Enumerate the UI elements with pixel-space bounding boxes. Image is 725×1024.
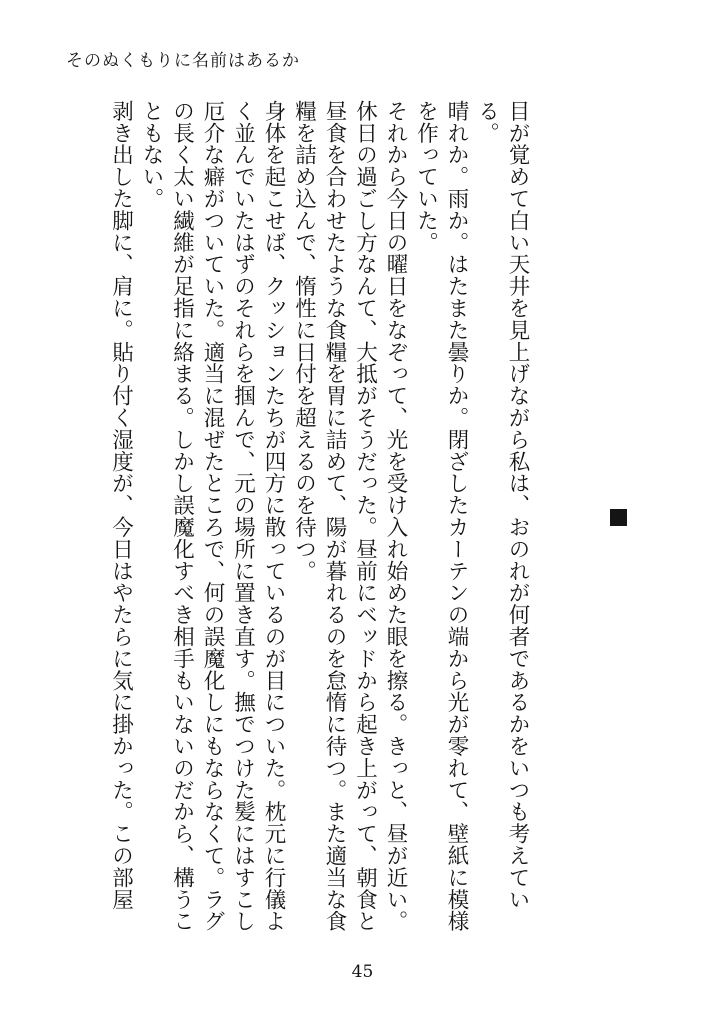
- paragraph: 剥き出した脚に、肩に。貼り付く湿度が、今日はやたらに気に掛かった。この部屋: [108, 100, 134, 911]
- running-title: そのぬくもりに名前はあるか: [66, 51, 300, 71]
- paragraph: それから今日の曜日をなぞって、光を受け入れ始めた眼を擦る。きっと、昼が近い。休日の過ごし方なんて、大抵がそうだった。昼前にベッドから起き上がって、朝食と昼食を合わせたような食糧を胃に詰めて、陽が暮れるのを怠惰に待つ。また適当な食糧を詰め込んで、惰性に日付を超えるのを待つ。: [291, 100, 408, 933]
- page-number: 45: [351, 962, 374, 982]
- section-marker-square-icon: [610, 509, 627, 526]
- paragraph: 目が覚めて白い天井を見上げながら私は、おのれが何者であるかをいつも考えている。: [474, 100, 530, 911]
- paragraph: 身体を起こせば、クッションたちが四方に散っているのが目についた。枕元に行儀よく並んでいたはずのそれらを掴んで、元の場所に置き直す。撫でつけた髪にはすこし厄介な癖がついていた。適当に混ぜたところで、何の誤魔化しにもならなくて。ラグの長く太い繊維が足指に絡まる。しかし誤魔化すべき相手もいないのだから、構うこともない。: [139, 100, 286, 933]
- paragraph: 晴れか。雨か。はたまた曇りか。閉ざしたカーテンの端から光が零れて、壁紙に模様を作っていた。: [413, 100, 469, 933]
- body-text: [108, 100, 532, 940]
